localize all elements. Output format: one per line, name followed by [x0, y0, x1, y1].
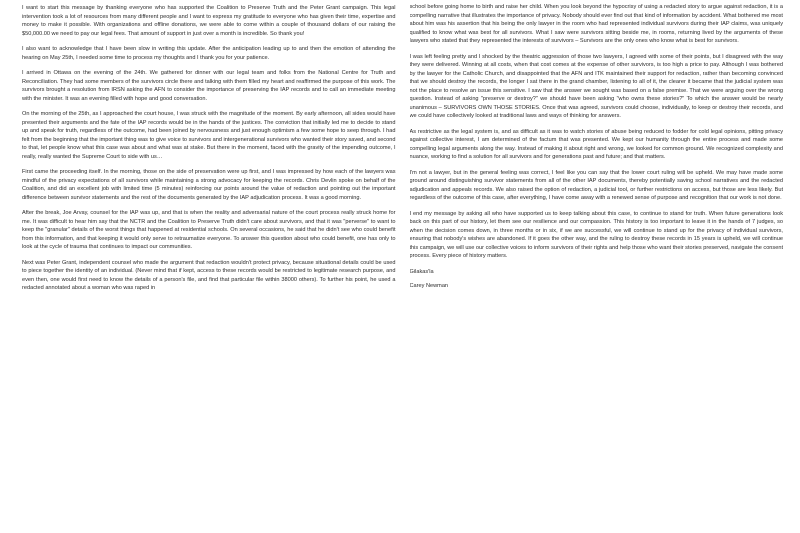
left-column — [22, 4, 396, 533]
closing-word: Gilakas'la — [409, 268, 434, 275]
paragraph-peter-grant: Next was Peter Grant, independent counsel who made the argument that redaction wouldn't protect privacy, because situational details could be used to piece together the identity of an individual. (Never mind that if kept, access to these records would be restricted to legitimate research purpose, and even then, one would first need to know the details of a person's file, and find that particular file within 38000 others). To further his point, he used a redacted annotated about a woman who was raped in — [22, 259, 396, 291]
paragraph-after-break: After the break, Joe Arvay, counsel for the IAP was up, and that is when the reality and adversarial nature of the court process really struck home for me. It was difficult to hear him say that the NCTR and the Coalition to Preserve Truth didn't care about survivors, and that it was "perverse" to want to keep the "granular" details of the worst things that happened at residential schools. On several occasions, he said that he didn't see who could benefit from this information, and that keeping it would only serve to retraumatize everyone. To answer this question about who could benefit, one has only to look at the cycle of trauma that continues to impact our communities. — [22, 210, 396, 250]
paragraph-acknowledgement: I also want to acknowledge that I have been slow in writing this update. After the anticipation leading up to and then the emotion of attending the hearing on May 25th, I needed some time to process my thoughts and I thank you for your patience. — [22, 46, 396, 61]
paragraph-morning: On the morning of the 25th, as I approached the court house, I was struck with the magnitude of the moment. By early afternoon, all sides would have presented their arguments and the fate of the IAP records would be in the hands of the justices. The conviction that initially led me to decide to stand up and speak for truth, regardless of the outcome, had been joined by nervousness and just enough optimism a few some hope to seep through. I had felt from the beginning that the important thing was to give voice to survivors and intergenerational survivors who wanted their story saved, and second to that, let people know what this case was about and what was at stake. But there in the moment, faced with the gravity of the impending outcome, I really, really wanted the Supreme Court to side with us… — [22, 111, 396, 160]
paragraph-thanks: I want to start this message by thanking everyone who has supported the Coalition to Preserve Truth and the Peter Grant campaign. This legal intervention took a lot of resources from many different people and I want to express my gratitude to everyone who has given their time, expertise and money to make it possible. With organizations and offline donations, we were able to come within a couple of thousand dollars of our raising the $50,000.00 we need to pay our legal fees. That amount of support in just over a month is incredible. So thank you! — [22, 5, 396, 37]
paragraph-proceeding: First came the proceeding itself. In the morning, those on the side of preservation were up first, and I was impressed by how each of the lawyers was mindful of the privacy expectations of all survivors while maintaining a strong advocacy for keeping the records. Chris Devlin spoke on behalf of the Coalition, and did an excellent job with limited time (5 minutes) reinforcing our points around the value of redaction and pointing out the important difference between survivor statements and the rest of the documents generated by the IAP adjudication process. It was a good morning. — [22, 169, 396, 201]
paragraph-continuation: school before going home to birth and raise her child. When you look beyond the hypocrisy of using a redacted story to argue against redaction, it is a compelling narrative that illustrates the importance of privacy. Nobody should ever find out that kind of information by accident. What bothered me most about him was his assertion that his being the only lawyer in the room who had represented individual survivors during their IAP claims, was uniquely qualified to know what was best for all survivors. What I saw were survivors sitting beside me, in rooms, returning lived by the arguments of these lawyers who stated that they represented the interests of survivors – Survivors are the only ones who know what is best for survivors. — [409, 4, 783, 44]
paragraph-legal-system: As restrictive as the legal system is, and as difficult as it was to watch stories of abuse being reduced to fodder for cold legal opinions, pitting privacy against collective interest, I am determined of the factum that was presented. We kept our humanity through the entire process and made some compelling legal arguments along the way. Instead of making it about right and wrong, we looked for common ground. We recognized complexity and nuance, working to find a solution for all survivors and for generations past and future; and that matters. — [409, 128, 783, 160]
paragraph-feeling: I was left feeling pretty and I shocked by the theatric aggression of those two lawyers, I agreed with some of their points, but I disagreed with the way they were delivered. Winning at all costs, when that cost comes at the expense of other survivors, is too high a price to pay. Although I was bothered by the lawyer for the Catholic Church, and disappointed that the AFN and ITK maintained their support for redaction, rather than becoming convinced that we should destroy the records, the longer I sat there in the grand chamber, listening to all of it, the clearer it became that the judicial system was not the place to resolve an issue this sensitive. I saw that the answer we sought was based on a false premise. That we were arguing over the wrong question. Instead of asking "preserve or destroy?" we should have been asking "who owns these stories?" To which the answer would be nearly unanimous – SURVIVORS OWN THOSE STORIES. Once that was agreed, survivors could choose, individually, to keep or destroy their records, and we could have collectively looked at traditional laws and ways of thinking for answers. — [409, 53, 783, 119]
signature: Carey Newman — [409, 283, 449, 289]
right-column — [410, 3, 784, 533]
paragraph-arrival: I arrived in Ottawa on the evening of the 24th. We gathered for dinner with our legal team and folks from the National Centre for Truth and Reconciliation. They had some members of the survivors circle there and talking with them filled my heart and reaffirmed the purpose of this work. The survivors brought a resolution from IRSN asking the AFN to consider the importance of preserving the IAP records and to call an immediate meeting with the minister. It was an evening filled with hope and good conversation. — [22, 70, 396, 102]
paragraph-closing-message: I end my message by asking all who have supported us to keep talking about this case, to continue to stand for truth. When future generations look back on this part of our history, let them see our resilience and our compassion. This history is too important to leave it in the hands of 7 judges, so when the decision comes down, in three months or in six, if we are successful, we will continue to stand up for the privacy of individual survivors, ensuring that nobody's wishes are abandoned. If it goes the other way, and the ruling to destroy these records in 15 years is upheld, we will continue this campaign, we will use our collective voices to inform survivors of their rights and help those who want their stories preserved, navigate the consent process. Every piece of history matters. — [409, 210, 783, 259]
paragraph-outcome: I'm not a lawyer, but in the general feeling was correct, I feel like you can say that the lower court ruling will be upheld. We may have made some ground around distinguishing survivor statements from all of the other IAP documents, thereby potentially saving school narratives and the redacted adjudication and appeals records. We also raised the option of redaction, a judicial tool, or further restrictions on access, but those are less likely. But regardless of the outcome of this case, after everything, I have come away with a renewed sense of purpose and recognition that our work is not done. — [409, 169, 783, 201]
